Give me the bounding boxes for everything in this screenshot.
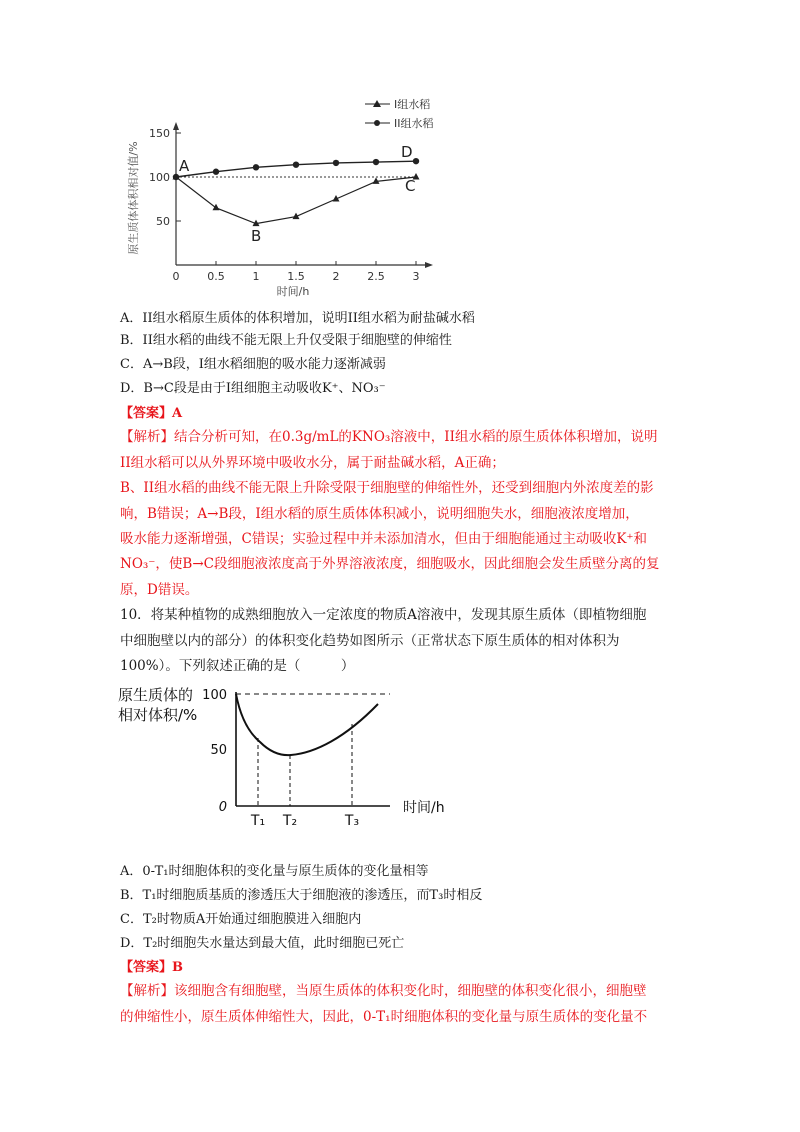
q10-stem-2: 中细胞壁以内的部分）的体积变化趋势如图所示（正常状态下原生质体的相对体积为	[120, 633, 620, 649]
series-II-point	[333, 160, 339, 166]
q10-option-d: D．T₂时细胞失水量达到最大值，此时细胞已死亡	[120, 936, 405, 951]
chart2-ylabel-2: 相对体积/%	[118, 706, 198, 724]
q9-analysis-5: 吸水能力逐渐增强，C错误；实验过程中并未添加清水，但由于细胞能通过主动吸收K⁺和	[120, 531, 648, 547]
series-II-point	[213, 169, 219, 175]
q9-analysis-3: B、II组水稻的曲线不能无限上升除受限于细胞壁的伸缩性外，还受到细胞内外浓度差的影	[120, 480, 654, 496]
legend-II: II组水稻	[394, 117, 434, 130]
q10-option-b: B．T₁时细胞质基质的渗透压大于细胞液的渗透压，而T₃时相反	[120, 888, 483, 903]
q10-analysis-1: 【解析】该细胞含有细胞壁，当原生质体的体积变化时，细胞壁的体积变化很小，细胞壁	[120, 983, 647, 999]
point-label-A: A	[179, 157, 190, 175]
x-tick-label: 1.5	[287, 270, 305, 283]
chart2-t3: T₃	[344, 813, 360, 829]
chart2-y0: 0	[218, 800, 227, 815]
q9-analysis-1: 【解析】结合分析可知，在0.3g/mL的KNO₃溶液中，II组水稻的原生质体体积增加，说明	[120, 429, 658, 445]
q10-option-c: C．T₂时物质A开始通过细胞膜进入细胞内	[120, 912, 362, 927]
q9-analysis-7: 原，D错误。	[120, 582, 199, 598]
series-II-point	[253, 164, 259, 170]
y-tick-50: 50	[156, 215, 170, 228]
point-label-B: B	[251, 227, 262, 245]
q9-answer: 【答案】A	[120, 406, 183, 421]
x-tick-label: 2	[332, 270, 340, 283]
chart1-ylabel: 原生质体体积相对值/%	[127, 141, 140, 255]
y-tick-150: 150	[149, 127, 170, 140]
q10-stem-1: 10．将某种植物的成熟细胞放入一定浓度的物质A溶液中，发现其原生质体（即植物细胞	[120, 607, 647, 623]
chart2-y50: 50	[210, 743, 227, 758]
q9-analysis-6: NO₃⁻，使B→C段细胞液浓度高于外界溶液浓度，细胞吸水，因此细胞会发生质壁分离的复	[120, 556, 660, 572]
x-tick-0: 0	[172, 270, 180, 283]
q9-option-d: D．B→C段是由于I组细胞主动吸收K⁺、NO₃⁻	[120, 381, 386, 396]
q10-answer: 【答案】B	[120, 960, 183, 975]
point-label-D: D	[401, 143, 413, 161]
q10-stem-3: 100%）。下列叙述正确的是（ ）	[120, 658, 355, 674]
chart2-y100: 100	[202, 688, 227, 703]
x-tick-label: 3	[412, 270, 420, 283]
y-tick-100: 100	[149, 171, 170, 184]
q10-analysis-2: 的伸缩性小，原生质体伸缩性大，因此，0-T₁时细胞体积的变化量与原生质体的变化量不	[120, 1009, 648, 1025]
protoplast-volume-chart	[115, 680, 465, 830]
q9-analysis-2: II组水稻可以从外界环境中吸收水分，属于耐盐碱水稻，A正确；	[120, 455, 505, 471]
chart2-t2: T₂	[282, 813, 298, 829]
x-tick-label: 2.5	[367, 270, 385, 283]
q9-option-a: A．II组水稻原生质体的体积增加，说明II组水稻为耐盐碱水稻	[120, 311, 475, 326]
x-tick-label: 0.5	[207, 270, 225, 283]
q10-option-a: A．0-T₁时细胞体积的变化量与原生质体的变化量相等	[120, 864, 429, 879]
series-II-point	[413, 158, 419, 164]
x-tick-label: 1	[252, 270, 260, 283]
chart2-t1: T₁	[250, 813, 266, 829]
q9-analysis-4: 响，B错误；A→B段，I组水稻的原生质体体积减小，说明细胞失水，细胞液浓度增加，	[120, 506, 639, 522]
chart2-ylabel-1: 原生质体的	[118, 686, 194, 704]
legend-marker-II	[374, 120, 380, 126]
chart2-curve	[236, 694, 378, 755]
series-II-point	[293, 161, 299, 167]
legend-I: I组水稻	[394, 98, 431, 111]
q9-option-b: B．II组水稻的曲线不能无限上升仅受限于细胞壁的伸缩性	[120, 333, 452, 348]
rice-volume-chart	[115, 90, 455, 300]
series-II-point	[373, 159, 379, 165]
point-label-C: C	[405, 177, 416, 195]
chart1-xlabel: 时间/h	[276, 285, 310, 298]
q9-option-c: C．A→B段，I组水稻细胞的吸水能力逐渐减弱	[120, 357, 386, 372]
chart2-xlabel: 时间/h	[403, 800, 445, 816]
series-I-point	[213, 204, 220, 211]
